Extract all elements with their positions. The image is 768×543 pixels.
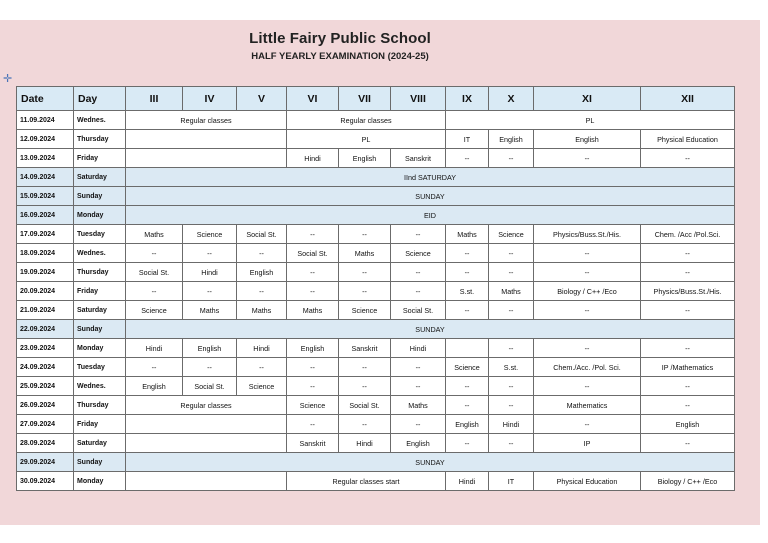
table-row — [17, 225, 735, 244]
day-cell: Wednes. — [74, 377, 126, 396]
subject-cell: -- — [534, 301, 641, 320]
subject-cell: -- — [641, 263, 735, 282]
subject-cell: Maths — [446, 225, 489, 244]
subject-cell: -- — [183, 282, 237, 301]
day-cell: Thursday — [74, 263, 126, 282]
subject-cell: Hindi — [446, 472, 489, 491]
subject-cell: -- — [391, 225, 446, 244]
subject-cell: -- — [183, 244, 237, 263]
column-header: VI — [287, 87, 339, 111]
table-row — [17, 111, 735, 130]
subject-cell: -- — [489, 244, 534, 263]
subject-cell: -- — [391, 282, 446, 301]
subject-cell: IT — [489, 472, 534, 491]
school-name: Little Fairy Public School — [249, 30, 431, 47]
date-cell: 24.09.2024 — [17, 358, 74, 377]
subject-cell: -- — [446, 396, 489, 415]
subject-cell: -- — [489, 377, 534, 396]
day-cell: Friday — [74, 149, 126, 168]
subject-cell: -- — [287, 377, 339, 396]
subject-cell: English — [287, 339, 339, 358]
table-row — [17, 453, 735, 472]
subject-cell: -- — [287, 282, 339, 301]
subject-cell: -- — [534, 415, 641, 434]
subject-cell: English — [183, 339, 237, 358]
table-row — [17, 187, 735, 206]
subject-cell: S.st. — [489, 358, 534, 377]
subject-cell — [446, 339, 489, 358]
subject-cell: Science — [126, 301, 183, 320]
day-cell: Sunday — [74, 320, 126, 339]
subject-cell: -- — [183, 358, 237, 377]
merged-cell: Regular classes start — [287, 472, 446, 491]
subject-cell: English — [489, 130, 534, 149]
subject-cell: Social St. — [183, 377, 237, 396]
date-cell: 19.09.2024 — [17, 263, 74, 282]
subject-cell: -- — [641, 339, 735, 358]
date-cell: 18.09.2024 — [17, 244, 74, 263]
subject-cell: Maths — [183, 301, 237, 320]
day-cell: Sunday — [74, 453, 126, 472]
table-row — [17, 282, 735, 301]
subject-cell: -- — [446, 434, 489, 453]
subject-cell: Science — [391, 244, 446, 263]
column-header: IX — [446, 87, 489, 111]
subject-cell: -- — [641, 377, 735, 396]
subject-cell: -- — [534, 149, 641, 168]
date-cell: 20.09.2024 — [17, 282, 74, 301]
subject-cell: -- — [489, 263, 534, 282]
subject-cell: -- — [287, 263, 339, 282]
subject-cell: IP — [534, 434, 641, 453]
table-row — [17, 168, 735, 187]
date-cell: 30.09.2024 — [17, 472, 74, 491]
subject-cell: Science — [287, 396, 339, 415]
subject-cell: Physical Education — [534, 472, 641, 491]
subject-cell: -- — [641, 434, 735, 453]
subject-cell: English — [534, 130, 641, 149]
subject-cell: -- — [641, 396, 735, 415]
subject-cell: Maths — [391, 396, 446, 415]
subject-cell: -- — [287, 225, 339, 244]
table-row — [17, 396, 735, 415]
day-cell: Friday — [74, 282, 126, 301]
subject-cell: Sanskrit — [339, 339, 391, 358]
exam-schedule-table — [16, 86, 735, 491]
subject-cell: Hindi — [237, 339, 287, 358]
subject-cell: -- — [489, 434, 534, 453]
table-row — [17, 434, 735, 453]
subject-cell: Biology / C++ /Eco — [534, 282, 641, 301]
subject-cell: -- — [489, 339, 534, 358]
column-header: XI — [534, 87, 641, 111]
subject-cell: -- — [446, 301, 489, 320]
subject-cell: English — [237, 263, 287, 282]
subject-cell: Science — [489, 225, 534, 244]
subject-cell: -- — [339, 225, 391, 244]
table-row — [17, 339, 735, 358]
subject-cell: -- — [446, 263, 489, 282]
date-cell: 27.09.2024 — [17, 415, 74, 434]
subject-cell: -- — [534, 339, 641, 358]
subject-cell: S.st. — [446, 282, 489, 301]
column-header: VII — [339, 87, 391, 111]
day-cell: Saturday — [74, 168, 126, 187]
date-cell: 25.09.2024 — [17, 377, 74, 396]
day-cell: Monday — [74, 206, 126, 225]
subject-cell: Physics/Buss.St./His. — [641, 282, 735, 301]
subject-cell: -- — [534, 263, 641, 282]
subject-cell: Physical Education — [641, 130, 735, 149]
subject-cell: -- — [489, 149, 534, 168]
date-cell: 21.09.2024 — [17, 301, 74, 320]
subject-cell: English — [126, 377, 183, 396]
day-cell: Wednes. — [74, 244, 126, 263]
subject-cell: Sanskrit — [391, 149, 446, 168]
subject-cell: Social St. — [287, 244, 339, 263]
subject-cell: IP /Mathematics — [641, 358, 735, 377]
subject-cell: Hindi — [287, 149, 339, 168]
table-row — [17, 377, 735, 396]
subject-cell: Hindi — [126, 339, 183, 358]
subject-cell: Maths — [126, 225, 183, 244]
subject-cell: Hindi — [489, 415, 534, 434]
subject-cell: -- — [126, 244, 183, 263]
merged-cell: PL — [287, 130, 446, 149]
subject-cell: Science — [446, 358, 489, 377]
subject-cell: -- — [339, 415, 391, 434]
table-row — [17, 301, 735, 320]
subject-cell: Hindi — [339, 434, 391, 453]
subject-cell: Social St. — [339, 396, 391, 415]
table-row — [17, 263, 735, 282]
date-cell: 11.09.2024 — [17, 111, 74, 130]
subject-cell: Hindi — [391, 339, 446, 358]
subject-cell: -- — [126, 282, 183, 301]
day-cell: Monday — [74, 339, 126, 358]
subject-cell: English — [446, 415, 489, 434]
merged-cell: Regular classes — [126, 396, 287, 415]
subject-cell: IT — [446, 130, 489, 149]
table-header-row — [17, 87, 735, 111]
merged-cell: Regular classes — [287, 111, 446, 130]
day-cell: Thursday — [74, 130, 126, 149]
day-cell: Saturday — [74, 434, 126, 453]
merged-cell: PL — [446, 111, 735, 130]
subject-cell: Science — [339, 301, 391, 320]
subject-cell: Biology / C++ /Eco — [641, 472, 735, 491]
day-cell: Friday — [74, 415, 126, 434]
merged-cell: Regular classes — [126, 111, 287, 130]
subject-cell: -- — [237, 282, 287, 301]
date-cell: 12.09.2024 — [17, 130, 74, 149]
subject-cell: English — [641, 415, 735, 434]
subject-cell: -- — [641, 244, 735, 263]
day-cell: Wednes. — [74, 111, 126, 130]
subject-cell: -- — [339, 263, 391, 282]
subject-cell: Maths — [287, 301, 339, 320]
date-cell: 28.09.2024 — [17, 434, 74, 453]
column-header: IV — [183, 87, 237, 111]
subject-cell: -- — [641, 301, 735, 320]
date-cell: 26.09.2024 — [17, 396, 74, 415]
subject-cell: Maths — [489, 282, 534, 301]
merged-cell — [126, 149, 287, 168]
date-cell: 14.09.2024 — [17, 168, 74, 187]
subject-cell: -- — [126, 358, 183, 377]
day-cell: Tuesday — [74, 225, 126, 244]
merged-cell: SUNDAY — [126, 453, 735, 472]
subject-cell: -- — [534, 244, 641, 263]
subject-cell: -- — [391, 415, 446, 434]
subject-cell: -- — [391, 377, 446, 396]
day-cell: Monday — [74, 472, 126, 491]
exam-title: HALF YEARLY EXAMINATION (2024-25) — [251, 51, 429, 62]
merged-cell — [126, 415, 287, 434]
merged-cell — [126, 130, 287, 149]
column-header: Day — [74, 87, 126, 111]
date-cell: 22.09.2024 — [17, 320, 74, 339]
subject-cell: -- — [534, 377, 641, 396]
subject-cell: Hindi — [183, 263, 237, 282]
subject-cell: -- — [391, 263, 446, 282]
subject-cell: -- — [641, 149, 735, 168]
day-cell: Sunday — [74, 187, 126, 206]
subject-cell: Science — [237, 377, 287, 396]
date-cell: 13.09.2024 — [17, 149, 74, 168]
date-cell: 29.09.2024 — [17, 453, 74, 472]
subject-cell: -- — [339, 358, 391, 377]
subject-cell: Social St. — [391, 301, 446, 320]
subject-cell: -- — [391, 358, 446, 377]
subject-cell: Sanskrit — [287, 434, 339, 453]
merged-cell: EID — [126, 206, 735, 225]
date-cell: 16.09.2024 — [17, 206, 74, 225]
table-row — [17, 206, 735, 225]
table-row — [17, 130, 735, 149]
subject-cell: Science — [183, 225, 237, 244]
subject-cell: English — [391, 434, 446, 453]
column-header: V — [237, 87, 287, 111]
date-cell: 23.09.2024 — [17, 339, 74, 358]
day-cell: Tuesday — [74, 358, 126, 377]
table-row — [17, 244, 735, 263]
merged-cell — [126, 434, 287, 453]
day-cell: Saturday — [74, 301, 126, 320]
merged-cell — [126, 472, 287, 491]
subject-cell: -- — [446, 377, 489, 396]
subject-cell: -- — [446, 244, 489, 263]
table-row — [17, 415, 735, 434]
subject-cell: -- — [287, 415, 339, 434]
column-header: XII — [641, 87, 735, 111]
table-row — [17, 149, 735, 168]
subject-cell: Maths — [237, 301, 287, 320]
subject-cell: Maths — [339, 244, 391, 263]
column-header: III — [126, 87, 183, 111]
subject-cell: English — [339, 149, 391, 168]
subject-cell: -- — [287, 358, 339, 377]
merged-cell: IInd SATURDAY — [126, 168, 735, 187]
subject-cell: -- — [489, 396, 534, 415]
table-row — [17, 358, 735, 377]
table-row — [17, 320, 735, 339]
day-cell: Thursday — [74, 396, 126, 415]
subject-cell: Physics/Buss.St./His. — [534, 225, 641, 244]
table-move-handle-icon[interactable]: ✛ — [3, 73, 13, 85]
subject-cell: -- — [446, 149, 489, 168]
merged-cell: SUNDAY — [126, 320, 735, 339]
date-cell: 15.09.2024 — [17, 187, 74, 206]
column-header: Date — [17, 87, 74, 111]
subject-cell: -- — [489, 301, 534, 320]
subject-cell: -- — [237, 358, 287, 377]
subject-cell: -- — [237, 244, 287, 263]
subject-cell: Social St. — [237, 225, 287, 244]
subject-cell: Chem./Acc. /Pol. Sci. — [534, 358, 641, 377]
column-header: X — [489, 87, 534, 111]
subject-cell: -- — [339, 377, 391, 396]
subject-cell: Mathematics — [534, 396, 641, 415]
column-header: VIII — [391, 87, 446, 111]
subject-cell: Social St. — [126, 263, 183, 282]
date-cell: 17.09.2024 — [17, 225, 74, 244]
merged-cell: SUNDAY — [126, 187, 735, 206]
subject-cell: Chem. /Acc /Pol.Sci. — [641, 225, 735, 244]
table-row — [17, 472, 735, 491]
subject-cell: -- — [339, 282, 391, 301]
